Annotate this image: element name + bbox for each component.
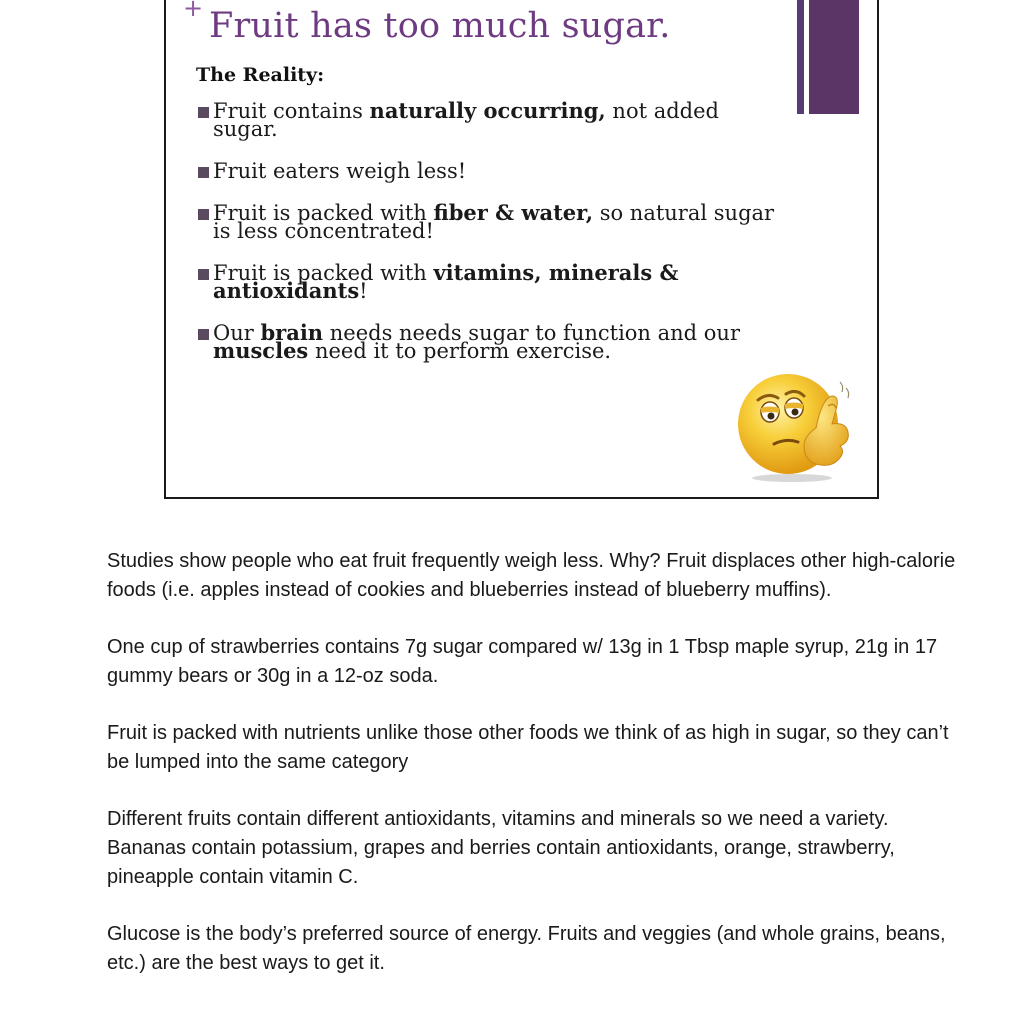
bullet-text: Our bbox=[213, 321, 261, 345]
accent-bar-thick bbox=[809, 0, 859, 114]
bullet-text: not added sugar. bbox=[213, 99, 719, 141]
bullet-text-bold: vitamins, minerals & antioxidants bbox=[213, 260, 679, 303]
bullet-text-bold: muscles bbox=[213, 338, 309, 363]
body-text bbox=[107, 547, 957, 1006]
bullet-text-bold: brain bbox=[260, 320, 324, 345]
slide bbox=[164, 0, 879, 499]
bullet-text: need it to perform exercise. bbox=[308, 339, 612, 363]
reality-heading: The Reality: bbox=[196, 64, 325, 86]
bullet-item bbox=[196, 200, 786, 243]
bullet-text-bold: fiber & water, bbox=[433, 200, 594, 225]
bullet-text: Fruit is packed with bbox=[213, 201, 434, 225]
body-paragraph: Glucose is the body’s preferred source of energy. Fruits and veggies (and whole grains, beans, etc.) are the best ways to get it. bbox=[107, 923, 946, 974]
bullet-item bbox=[196, 159, 786, 183]
thinking-skeptical-emoji-icon bbox=[728, 370, 856, 482]
body-paragraph: One cup of strawberries contains 7g sugar compared w/ 13g in 1 Tbsp maple syrup, 21g in 17 gummy bears or 30g in a 12-oz soda. bbox=[107, 636, 938, 687]
body-paragraph: Studies show people who eat fruit frequently weigh less. Why? Fruit displaces other high-calorie foods (i.e. apples instead of cookies and blueberries instead of blueberry muffins). bbox=[107, 550, 956, 601]
body-paragraph: Fruit is packed with nutrients unlike those other foods we think of as high in sugar, so they can’t be lumped into the same category bbox=[107, 722, 949, 773]
bullet-item bbox=[196, 98, 786, 141]
bullet-text: Fruit eaters weigh less! bbox=[213, 159, 467, 183]
bullet-item bbox=[196, 320, 786, 363]
bullet-text: ! bbox=[359, 279, 368, 303]
slide-title: Fruit has too much sugar. bbox=[209, 6, 671, 46]
bullet-text: Fruit contains bbox=[213, 99, 370, 123]
bullet-list bbox=[196, 98, 786, 384]
bullet-text-bold: naturally occurring, bbox=[369, 98, 606, 123]
accent-bar-thin bbox=[797, 0, 804, 114]
plus-mark: + bbox=[183, 0, 204, 22]
bullet-text: needs needs sugar to function and our bbox=[323, 321, 740, 345]
bullet-item bbox=[196, 260, 786, 303]
body-paragraph: Different fruits contain different antioxidants, vitamins and minerals so we need a variety. Bananas contain potassium, grapes and berries contain antioxidants, orange, strawberry, pineapple contain vitamin C. bbox=[107, 808, 895, 888]
bullet-text: Fruit is packed with bbox=[213, 261, 434, 285]
bullet-text: so natural sugar is less concentrated! bbox=[213, 201, 775, 243]
